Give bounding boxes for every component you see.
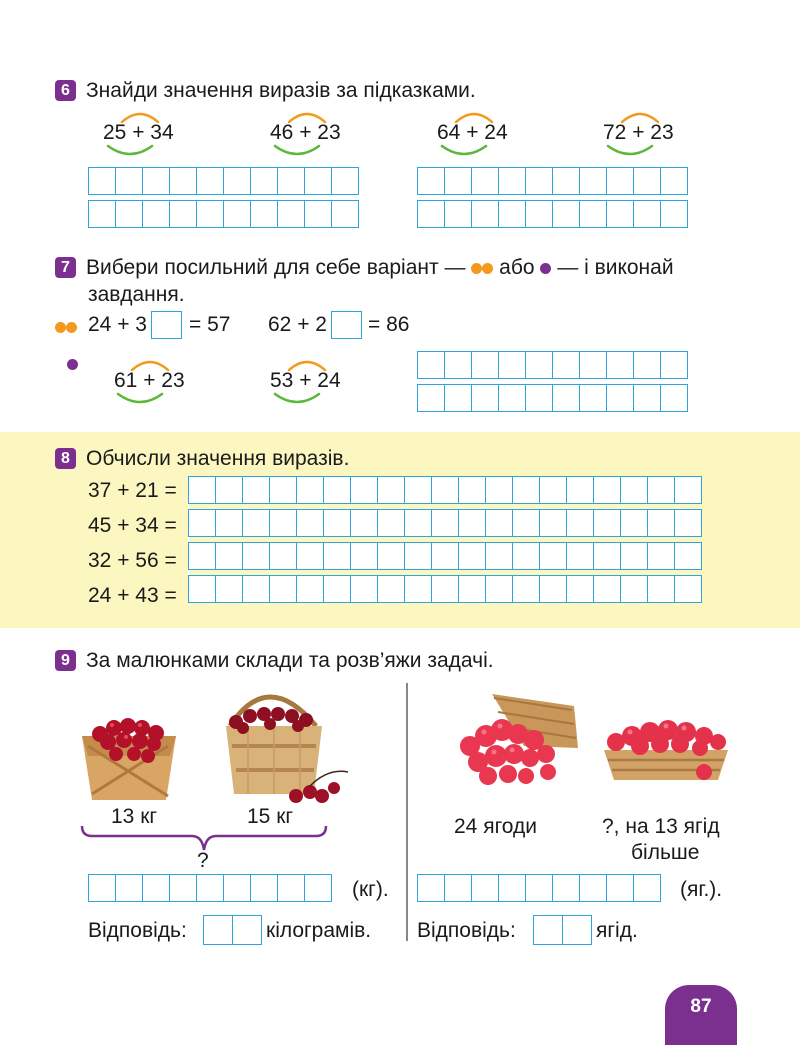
task-8-number: 8	[55, 448, 76, 469]
expression-7-1: 61 + 23	[114, 369, 185, 392]
expression-6-3: 64 + 24	[437, 121, 508, 144]
answer-grid-7[interactable]	[417, 351, 688, 412]
count-2-label-line2: більше	[631, 841, 700, 864]
task-9-number: 9	[55, 650, 76, 671]
answer-box-right[interactable]	[533, 915, 592, 945]
page-number: 87	[665, 985, 737, 1045]
one-dot-icon	[540, 263, 551, 274]
total-question-mark: ?	[197, 849, 209, 872]
expression-7-2: 53 + 24	[270, 369, 341, 392]
expression-6-4: 72 + 23	[603, 121, 674, 144]
two-dot-icon	[471, 256, 493, 279]
missing-digit-box-a[interactable]	[151, 311, 182, 339]
expression-6-1: 25 + 34	[103, 121, 174, 144]
equation-7-b-left: 62 + 2	[268, 313, 327, 336]
task-7-or: або	[499, 256, 535, 279]
answer-grid-8[interactable]	[188, 476, 702, 603]
weight-1-label: 13 кг	[111, 805, 158, 828]
task-7-text-line2: завдання.	[88, 283, 185, 306]
task-6-number: 6	[55, 80, 76, 101]
answer-grid-9-right[interactable]	[417, 874, 661, 902]
answer-box-left[interactable]	[203, 915, 262, 945]
expression-6-2: 46 + 23	[270, 121, 341, 144]
equation-7-b-right: = 86	[368, 313, 410, 336]
task-8-row-4: 24 + 43 =	[88, 584, 177, 607]
task-8-row-1: 37 + 21 =	[88, 479, 177, 502]
task-8-row-2: 45 + 34 =	[88, 514, 177, 537]
cherry-basket-image	[78, 706, 180, 802]
task-7-text-start: Вибери посильний для себе варіант —	[86, 256, 466, 279]
answer-grid-9-left[interactable]	[88, 874, 332, 902]
missing-digit-box-b[interactable]	[331, 311, 362, 339]
task-8-row-3: 32 + 56 =	[88, 549, 177, 572]
raspberry-tray-image	[600, 712, 732, 784]
weight-2-label: 15 кг	[247, 805, 294, 828]
equation-7-a-left: 24 + 3	[88, 313, 147, 336]
task-8-text: Обчисли значення виразів.	[86, 447, 350, 470]
task-9-divider	[406, 683, 408, 941]
raspberry-basket-image	[452, 684, 584, 788]
answer-label-left: Відповідь:	[88, 919, 187, 942]
answer-unit-right: ягід.	[596, 919, 638, 942]
equation-7-a-right: = 57	[189, 313, 231, 336]
two-dot-variant-icon	[55, 319, 77, 337]
answer-label-right: Відповідь:	[417, 919, 516, 942]
task-7-number: 7	[55, 257, 76, 278]
answer-unit-left: кілограмів.	[266, 919, 372, 942]
unit-berries-label: (яг.).	[680, 878, 723, 901]
cherry-bucket-image	[218, 676, 358, 806]
answer-grid-6-right[interactable]	[417, 167, 688, 228]
task-9-text: За малюнками склади та розв’яжи задачі.	[86, 649, 494, 672]
answer-grid-6-left[interactable]	[88, 167, 359, 228]
count-2-label-line1: ?, на 13 ягід	[602, 815, 720, 838]
task-7-text-end: — і виконай	[557, 256, 674, 279]
unit-kg-label: (кг).	[352, 878, 389, 901]
one-dot-variant-icon	[67, 359, 78, 370]
count-1-label: 24 ягоди	[454, 815, 537, 838]
task-7-text-line1	[86, 254, 674, 281]
task-6-text: Знайди значення виразів за підказками.	[86, 79, 476, 102]
